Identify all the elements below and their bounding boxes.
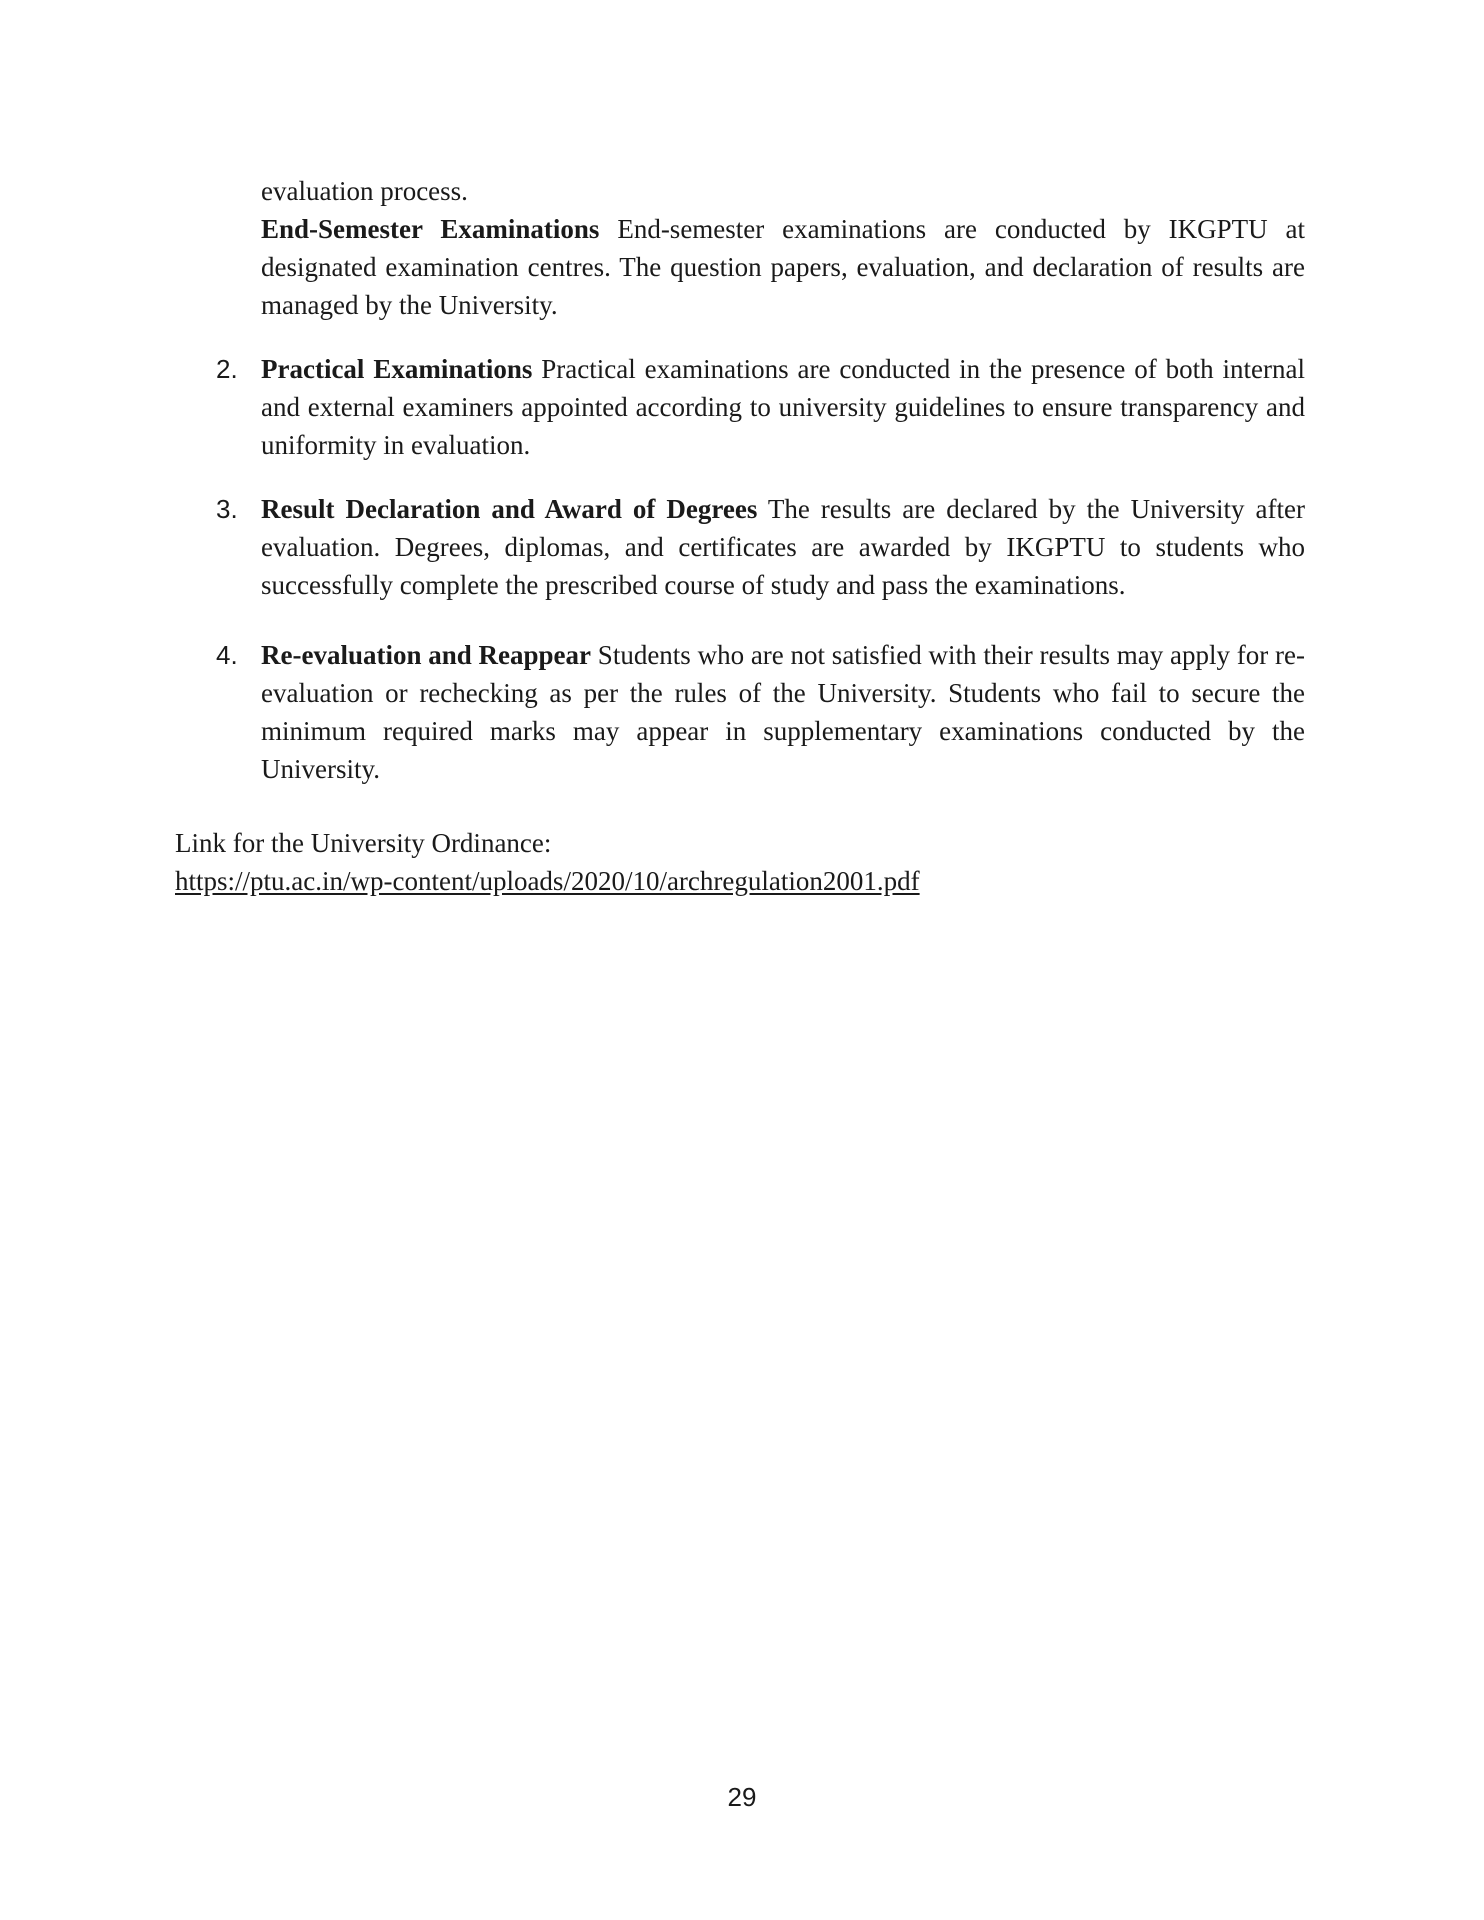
ordinance-link-line [175, 862, 920, 900]
practical-examinations-heading: Practical Examinations [261, 354, 533, 384]
ordinance-link[interactable]: https://ptu.ac.in/wp-content/uploads/2020/10/archregulation2001.pdf [175, 866, 920, 896]
item-number: 2. [216, 354, 238, 384]
result-declaration-paragraph [261, 490, 1305, 604]
re-evaluation-heading: Re-evaluation and Reappear [261, 640, 592, 670]
result-declaration-body: The results are declared by the University after evaluation. Degrees, diplomas, and certificates are awarded by IKGPTU to students who successfully complete the prescribed course of study and pass the examinations. [261, 494, 1305, 600]
practical-examinations-paragraph [261, 350, 1305, 464]
continuation-text: evaluation process. [261, 176, 468, 206]
result-declaration-heading: Result Declaration and Award of Degrees [261, 494, 758, 524]
practical-examinations-body: Practical examinations are conducted in the presence of both internal and external examiners appointed according to university guidelines to ensure transparency and uniformity in evaluation. [261, 354, 1306, 460]
page-number: 29 [727, 1782, 757, 1812]
item-number: 3. [216, 494, 238, 524]
end-semester-heading: End-Semester Examinations [261, 214, 600, 244]
end-semester-paragraph [261, 172, 1305, 324]
re-evaluation-body: Students who are not satisfied with their results may apply for re-evaluation or rechecking as per the rules of the University. Students who fail to secure the minimum required marks may appear in supplementary examinations conducted by the University. [261, 640, 1306, 784]
re-evaluation-paragraph [261, 636, 1305, 788]
item-number: 4. [216, 640, 238, 670]
end-semester-body: End-semester examinations are conducted by IKGPTU at designated examination centres. The question papers, evaluation, and declaration of results are managed by the University. [261, 214, 1305, 320]
ordinance-label: Link for the University Ordinance: [175, 828, 552, 858]
